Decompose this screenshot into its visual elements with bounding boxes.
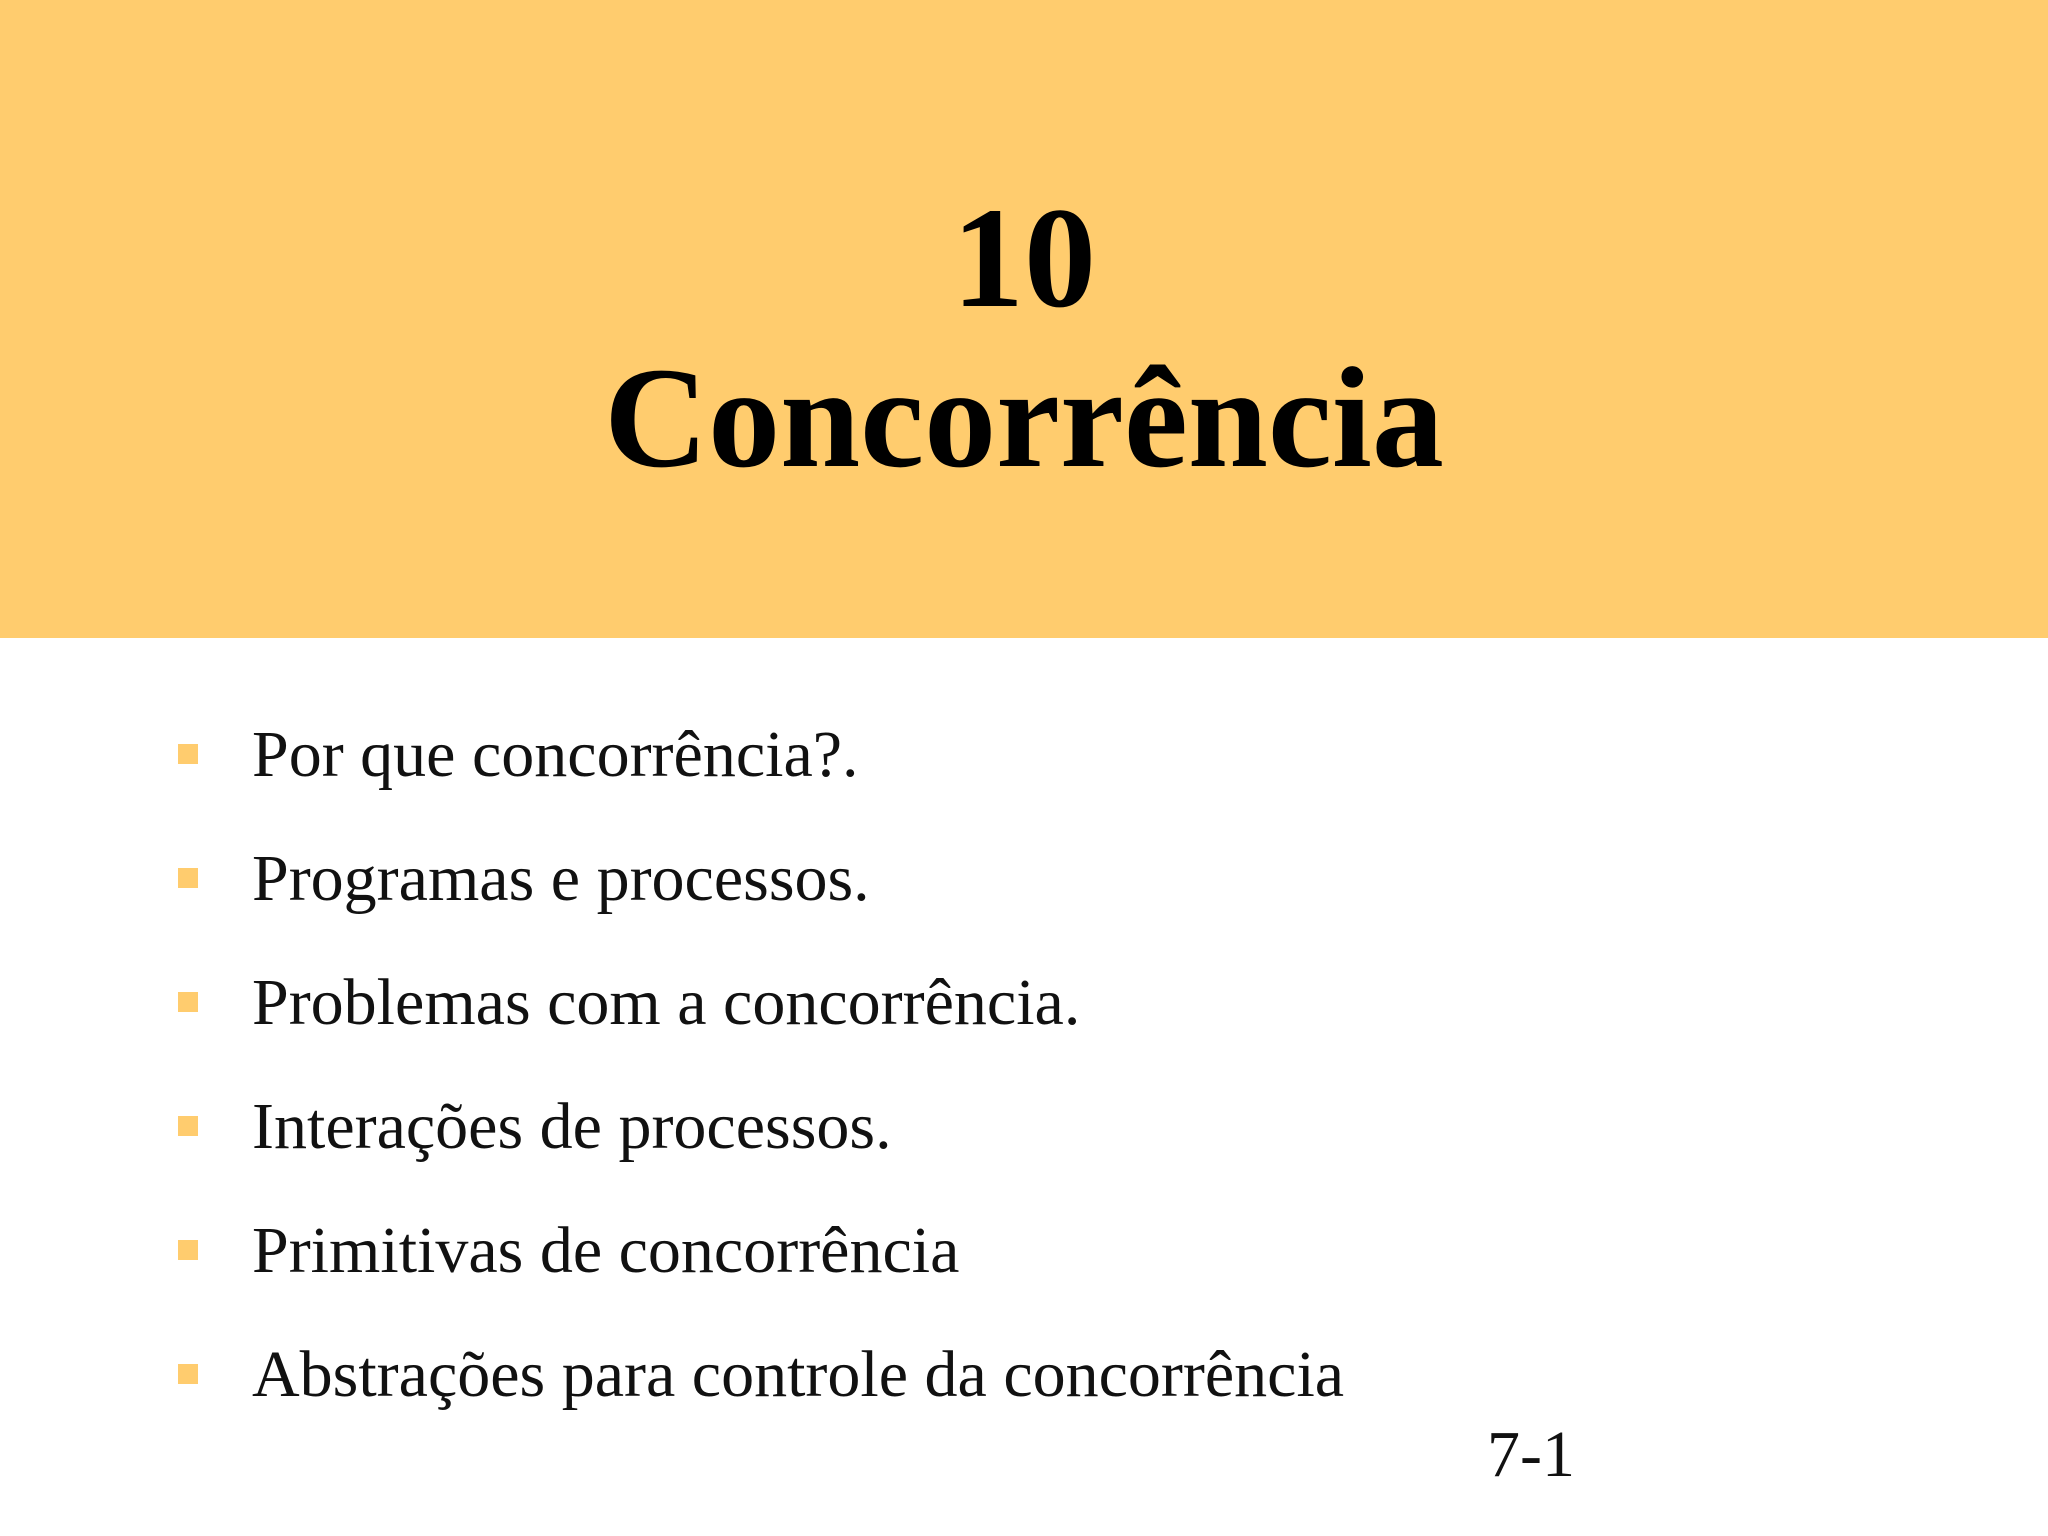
slide-number-title: 10	[952, 179, 1096, 338]
bullet-item-why-concurrency	[178, 718, 1678, 812]
square-bullet-icon	[178, 1364, 198, 1384]
slide-title: Concorrência	[604, 339, 1444, 498]
bullet-text: Programas e processos.	[252, 842, 870, 915]
bullet-text: Interações de processos.	[252, 1090, 892, 1163]
square-bullet-icon	[178, 744, 198, 764]
bullet-text: Primitivas de concorrência	[252, 1214, 960, 1287]
bullet-item-concurrency-problems	[178, 966, 1678, 1060]
bullet-item-concurrency-primitives	[178, 1214, 1678, 1308]
square-bullet-icon	[178, 868, 198, 888]
bullet-item-programs-processes	[178, 842, 1678, 936]
bullet-text: Por que concorrência?.	[252, 718, 859, 791]
page-number: 7-1	[1487, 1418, 1575, 1491]
square-bullet-icon	[178, 992, 198, 1012]
bullet-item-control-abstractions	[178, 1338, 1678, 1432]
square-bullet-icon	[178, 1116, 198, 1136]
bullet-text: Abstrações para controle da concorrência	[252, 1338, 1345, 1411]
bullet-text: Problemas com a concorrência.	[252, 966, 1081, 1039]
bullet-item-process-interactions	[178, 1090, 1678, 1184]
square-bullet-icon	[178, 1240, 198, 1260]
